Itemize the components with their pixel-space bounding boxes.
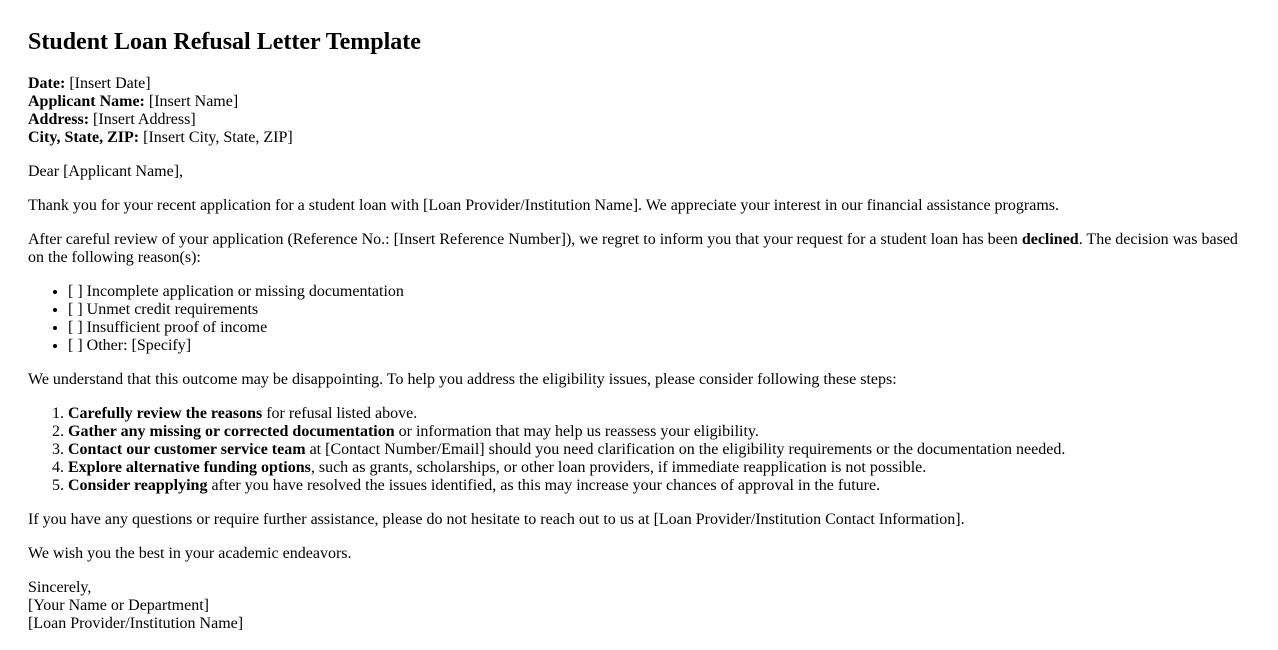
step-text: at [Contact Number/Email] should you need clarification on the eligibility requirements or the documentation needed. (305, 441, 1066, 458)
address-value: [Insert Address] (89, 111, 196, 128)
step-bold: Consider reapplying (68, 477, 208, 494)
closing-block (28, 579, 1250, 633)
sender-name: [Your Name or Department] (28, 597, 209, 614)
understand-paragraph: We understand that this outcome may be disappointing. To help you address the eligibility issues, please consider following these steps: (28, 371, 897, 388)
step-bold: Gather any missing or corrected documentation (68, 423, 395, 440)
step-text: for refusal listed above. (262, 405, 418, 422)
decision-text-before: After careful review of your application (Reference No.: [Insert Reference Number]), we regret to inform you that your request for a student loan has been (28, 231, 1022, 248)
applicant-name-value: [Insert Name] (144, 93, 239, 110)
sign-off: Sincerely, (28, 579, 92, 596)
salutation: Dear [Applicant Name], (28, 163, 184, 180)
date-label: Date: (28, 75, 66, 92)
step-item (68, 459, 1250, 477)
decision-text-after: . The decision was based on the following reason(s): (28, 231, 1238, 266)
decision-paragraph (28, 231, 1250, 267)
sender-institution: [Loan Provider/Institution Name] (28, 615, 244, 632)
step-bold: Contact our customer service team (68, 441, 306, 458)
city-state-zip-value: [Insert City, State, ZIP] (139, 129, 293, 146)
date-value: [Insert Date] (65, 75, 151, 92)
reason-item: • [ ] Incomplete application or missing documentation (68, 283, 1250, 301)
decision-declined: declined (1021, 231, 1079, 248)
thanks-paragraph: Thank you for your recent application for a student loan with [Loan Provider/Institution Name]. We appreciate your interest in our financial assistance programs. (28, 197, 1059, 214)
applicant-name-label: Applicant Name: (28, 93, 145, 110)
reason-item: • [ ] Insufficient proof of income (68, 319, 1250, 337)
step-item (68, 405, 1250, 423)
step-text: after you have resolved the issues identified, as this may increase your chances of approval in the future. (207, 477, 881, 494)
address-line (28, 111, 1250, 129)
letter-document (28, 29, 1250, 633)
reasons-list (28, 283, 1250, 355)
step-item (68, 441, 1250, 459)
step-bold: Explore alternative funding options (68, 459, 311, 476)
step-text: , such as grants, scholarships, or other loan providers, if immediate reapplication is not possible. (310, 459, 927, 476)
applicant-name-line (28, 93, 1250, 111)
reason-item: • [ ] Other: [Specify] (68, 337, 1250, 355)
step-text: or information that may help us reassess your eligibility. (394, 423, 759, 440)
step-item (68, 423, 1250, 441)
steps-list (28, 405, 1250, 495)
reason-item: • [ ] Unmet credit requirements (68, 301, 1250, 319)
city-state-zip-label: City, State, ZIP: (28, 129, 140, 146)
applicant-info (28, 75, 1250, 147)
address-label: Address: (28, 111, 90, 128)
wish-paragraph: We wish you the best in your academic endeavors. (28, 545, 352, 562)
date-line (28, 75, 1250, 93)
questions-paragraph: If you have any questions or require further assistance, please do not hesitate to reach out to us at [Loan Provider/Institution Contact Information]. (28, 511, 965, 528)
document-title: Student Loan Refusal Letter Template (28, 29, 421, 55)
city-state-zip-line (28, 129, 1250, 147)
step-item (68, 477, 1250, 495)
step-bold: Carefully review the reasons (68, 405, 263, 422)
